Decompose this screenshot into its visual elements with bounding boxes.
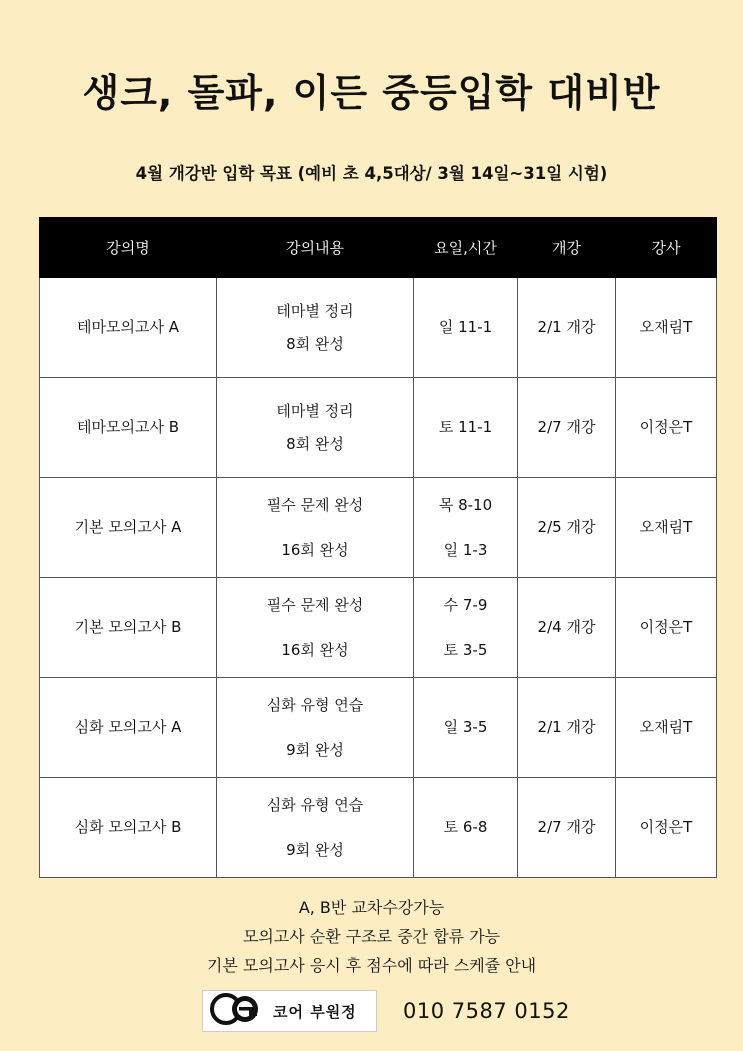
content-line: 8회 완성 [286, 334, 344, 353]
start-date: 2/7 개강 [518, 378, 616, 478]
header-day-time: 요일,시간 [414, 218, 518, 278]
content-line: 심화 유형 연습 [266, 795, 364, 814]
content-line: 심화 유형 연습 [266, 695, 364, 714]
content-line: 필수 문제 완성 [266, 495, 364, 514]
course-content [217, 278, 414, 378]
note-line: A, B반 교차수강가능 [298, 898, 445, 917]
day-time [414, 478, 518, 578]
note-line: 모의고사 순환 구조로 중간 합류 가능 [242, 927, 501, 946]
header-teacher: 강사 [616, 218, 717, 278]
note-line: 기본 모의고사 응시 후 점수에 따라 스케쥴 안내 [206, 956, 537, 975]
table-row [40, 378, 717, 478]
content-line: 테마별 정리 [276, 301, 354, 320]
day-time [414, 578, 518, 678]
course-content [217, 478, 414, 578]
table-row [40, 578, 717, 678]
table-row [40, 678, 717, 778]
day-time-line: 일 1-3 [443, 540, 488, 559]
header-start-date: 개강 [518, 218, 616, 278]
header-course-name: 강의명 [40, 218, 217, 278]
start-date: 2/1 개강 [518, 678, 616, 778]
course-content [217, 778, 414, 878]
table-row [40, 778, 717, 878]
content-line: 8회 완성 [286, 434, 344, 453]
course-name: 테마모의고사 B [40, 378, 217, 478]
content-line: 9회 완성 [286, 740, 344, 759]
day-time-line: 토 3-5 [443, 640, 488, 659]
content-line: 9회 완성 [286, 840, 344, 859]
page-title: 생크, 돌파, 이든 중등입학 대비반 [82, 71, 661, 115]
table-header-row [40, 218, 717, 278]
header-course-content: 강의내용 [217, 218, 414, 278]
table-row [40, 278, 717, 378]
teacher: 오재림T [616, 278, 717, 378]
day-time-line: 목 8-10 [438, 495, 493, 514]
content-line: 필수 문제 완성 [266, 595, 364, 614]
start-date: 2/4 개강 [518, 578, 616, 678]
day-time-line: 수 7-9 [443, 595, 488, 614]
class-schedule-table [39, 217, 717, 878]
teacher: 오재림T [616, 678, 717, 778]
teacher: 이정은T [616, 578, 717, 678]
content-line: 16회 완성 [281, 540, 349, 559]
start-date: 2/5 개강 [518, 478, 616, 578]
course-content [217, 678, 414, 778]
course-name: 심화 모의고사 B [40, 778, 217, 878]
start-date: 2/7 개강 [518, 778, 616, 878]
teacher: 이정은T [616, 778, 717, 878]
academy-name: 코어 부원정 [273, 1002, 357, 1021]
course-name: 심화 모의고사 A [40, 678, 217, 778]
notes-section [0, 893, 743, 980]
content-line: 테마별 정리 [276, 401, 354, 420]
content-line: 16회 완성 [281, 640, 349, 659]
table-row [40, 478, 717, 578]
footer [202, 989, 570, 1033]
core-logo-icon [209, 992, 267, 1030]
course-name: 테마모의고사 A [40, 278, 217, 378]
teacher: 오재림T [616, 478, 717, 578]
day-time: 토 6-8 [414, 778, 518, 878]
page-subtitle: 4월 개강반 입학 목표 (예비 초 4,5대상/ 3월 14일~31일 시험) [135, 164, 608, 183]
day-time: 일 11-1 [414, 278, 518, 378]
course-name: 기본 모의고사 A [40, 478, 217, 578]
start-date: 2/1 개강 [518, 278, 616, 378]
day-time: 토 11-1 [414, 378, 518, 478]
teacher: 이정은T [616, 378, 717, 478]
course-content [217, 378, 414, 478]
course-content [217, 578, 414, 678]
day-time: 일 3-5 [414, 678, 518, 778]
phone-number: 010 7587 0152 [403, 999, 570, 1023]
course-name: 기본 모의고사 B [40, 578, 217, 678]
academy-logo [202, 990, 377, 1032]
